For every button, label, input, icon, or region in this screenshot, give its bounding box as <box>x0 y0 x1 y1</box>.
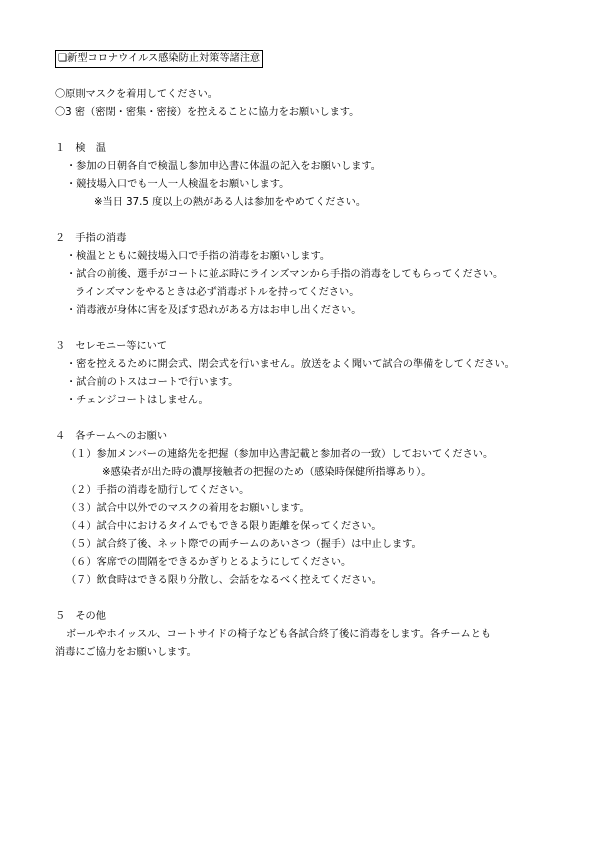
document-title: ❏新型コロナウイルス感染防止対策等諸注意 <box>55 50 263 68</box>
section-3-line: ・密を控えるために開会式、閉会式を行いません。放送をよく聞いて試合の準備をしてください。 <box>66 359 515 370</box>
section-3-line: ・試合前のトスはコートで行います。 <box>66 377 239 388</box>
section-4-heading: ４ 各チームへのお願い <box>55 431 168 442</box>
section-3-line: ・チェンジコートはしません。 <box>66 395 209 406</box>
section-2-line: ・検温とともに競技場入口で手指の消毒をお願いします。 <box>66 251 331 262</box>
section-4-item: （１）参加メンバーの連絡先を把握（参加申込書記載と参加者の一致）しておいてください。 <box>66 449 494 460</box>
section-1-line: ・参加の日朝各自で検温し参加申込書に体温の記入をお願いします。 <box>66 161 381 172</box>
section-5-line: ボールやホイッスル、コートサイドの椅子なども各試合終了後に消毒をします。各チームとも <box>66 629 492 640</box>
section-1-note: ※当日 37.5 度以上の熱がある人は参加をやめてください。 <box>94 197 367 208</box>
section-5-line: 消毒にご協力をお願いします。 <box>55 647 197 658</box>
section-4-item: （３）試合中以外でのマスクの着用をお願いします。 <box>66 503 310 514</box>
intro-mask-rule: 〇原則マスクを着用してください。 <box>55 89 218 100</box>
intro-3-mitsu-rule: 〇3 密（密閉・密集・密接）を控えることに協力をお願いします。 <box>55 107 360 118</box>
section-1-line: ・競技場入口でも一人一人検温をお願いします。 <box>66 179 290 190</box>
section-4-item: （６）客席での間隔をできるかぎりとるようにしてください。 <box>66 557 352 568</box>
section-4-note: ※感染者が出た時の濃厚接触者の把握のため（感染時保健所指導あり）。 <box>102 467 432 478</box>
section-3-heading: ３ セレモニー等にいて <box>55 341 168 352</box>
section-1-heading: １ 検 温 <box>55 143 106 154</box>
section-5-heading: ５ その他 <box>55 611 106 622</box>
section-2-line: ・試合の前後、選手がコートに並ぶ時にラインズマンから手指の消毒をしてもらってください。 <box>66 269 504 280</box>
section-4-item: （４）試合中におけるタイムでもできる限り距離を保ってください。 <box>66 521 382 532</box>
section-4-item: （７）飲食時はできる限り分散し、会話をなるべく控えてください。 <box>66 575 382 586</box>
section-4-item: （５）試合終了後、ネット際での両チームのあいさつ（握手）は中止します。 <box>66 539 422 550</box>
section-2-line: ・消毒液が身体に害を及ぼす恐れがある方はお申し出ください。 <box>66 305 362 316</box>
section-2-heading: ２ 手指の消毒 <box>55 233 127 244</box>
section-2-line: ラインズマンをやるときは必ず消毒ボトルを持ってください。 <box>75 287 360 298</box>
section-4-item: （２）手指の消毒を励行してください。 <box>66 485 250 496</box>
